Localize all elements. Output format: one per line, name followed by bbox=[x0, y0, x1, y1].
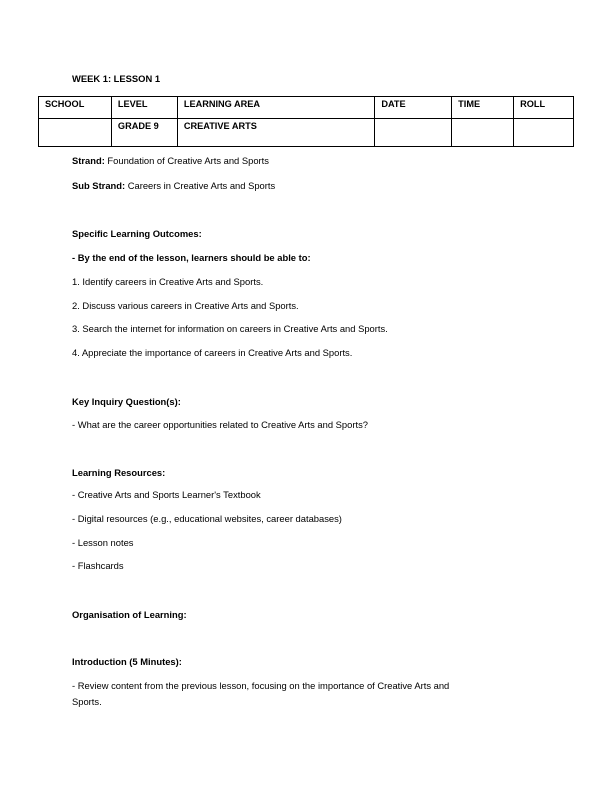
organisation-title: Organisation of Learning: bbox=[72, 609, 187, 620]
header-level: LEVEL bbox=[111, 97, 177, 119]
header-time: TIME bbox=[452, 97, 514, 119]
introduction-line-2: Sports. bbox=[72, 696, 102, 707]
header-date: DATE bbox=[375, 97, 452, 119]
lesson-info-table bbox=[38, 96, 574, 147]
sub-strand-value: Careers in Creative Arts and Sports bbox=[125, 180, 276, 191]
cell-date bbox=[375, 119, 452, 147]
inquiry-title: Key Inquiry Question(s): bbox=[72, 396, 181, 407]
sub-strand-line bbox=[72, 180, 275, 192]
inquiry-item: - What are the career opportunities related to Creative Arts and Sports? bbox=[72, 419, 368, 430]
introduction-title: Introduction (5 Minutes): bbox=[72, 656, 182, 667]
strand-value: Foundation of Creative Arts and Sports bbox=[104, 155, 269, 166]
strand-label: Strand: bbox=[72, 155, 105, 166]
resource-item: - Digital resources (e.g., educational websites, career databases) bbox=[72, 513, 342, 524]
outcome-item: 2. Discuss various careers in Creative Arts and Sports. bbox=[72, 300, 299, 311]
sub-strand-label: Sub Strand: bbox=[72, 180, 126, 191]
cell-time bbox=[452, 119, 514, 147]
cell-school bbox=[39, 119, 112, 147]
header-school: SCHOOL bbox=[39, 97, 112, 119]
cell-learning-area: CREATIVE ARTS bbox=[177, 119, 374, 147]
header-roll: ROLL bbox=[514, 97, 574, 119]
cell-roll bbox=[514, 119, 574, 147]
header-learning-area: LEARNING AREA bbox=[177, 97, 374, 119]
resources-title: Learning Resources: bbox=[72, 467, 166, 478]
introduction-line-1: - Review content from the previous lesson, focusing on the importance of Creative Arts and bbox=[72, 680, 450, 691]
resource-item: - Creative Arts and Sports Learner's Textbook bbox=[72, 489, 261, 500]
outcome-item: 3. Search the internet for information on careers in Creative Arts and Sports. bbox=[72, 323, 388, 334]
strand-line bbox=[72, 155, 269, 167]
resource-item: - Flashcards bbox=[72, 560, 124, 571]
outcomes-title: Specific Learning Outcomes: bbox=[72, 228, 202, 239]
table-header-row bbox=[39, 97, 574, 119]
cell-level: GRADE 9 bbox=[111, 119, 177, 147]
outcomes-intro: - By the end of the lesson, learners should be able to: bbox=[72, 252, 311, 263]
outcome-item: 4. Appreciate the importance of careers in Creative Arts and Sports. bbox=[72, 347, 353, 358]
resource-item: - Lesson notes bbox=[72, 537, 134, 548]
outcome-item: 1. Identify careers in Creative Arts and Sports. bbox=[72, 276, 264, 287]
table-row bbox=[39, 119, 574, 147]
lesson-heading: WEEK 1: LESSON 1 bbox=[72, 73, 161, 84]
